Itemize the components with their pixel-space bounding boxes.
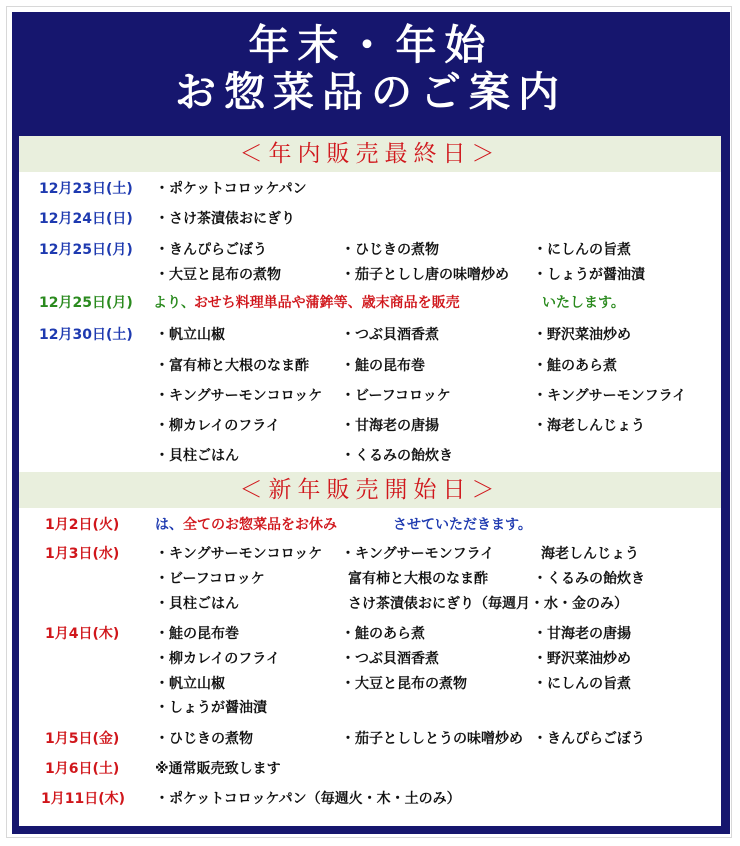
row-date: 1月5日(金) [45,731,120,747]
row-item: ・しょうが醤油漬 [155,700,267,716]
row-item: ・鮭のあら煮 [341,626,425,642]
row-item: ・帆立山椒 [155,676,225,692]
new-year-heading: ＜新年販売開始日＞ [19,472,721,508]
row-item: ・キングサーモンフライ [341,546,495,562]
row-item: ・野沢菜油炒め [533,651,631,667]
row-item: ・つぶ貝酒香煮 [341,327,439,343]
title-line-1: 年末・年始 [248,21,494,69]
title-line-2: お惣菜品のご案内 [175,68,567,116]
row-date: 12月23日(土) [39,181,133,197]
row-date: 1月3日(水) [45,546,120,562]
row-item: ・茄子とししとうの味噌炒め [341,731,523,747]
notice-text-3: させていただきます。 [393,517,532,533]
row-date: 1月6日(土) [45,761,120,777]
notice-text-1: より、 [153,295,195,311]
row-item: ・帆立山椒 [155,327,225,343]
row-item: ・貝柱ごはん [155,448,239,464]
row-item: ・海老しんじょう [533,418,645,434]
row-item: ・にしんの旨煮 [533,676,631,692]
row-item: ・貝柱ごはん [155,596,239,612]
row-item: ・富有柿と大根のなま酢 [155,358,309,374]
page-title [12,22,730,116]
row-item: ・大豆と昆布の煮物 [341,676,467,692]
schedule-panel [19,136,721,826]
row-item: ・鮭のあら煮 [533,358,617,374]
row-item: ・甘海老の唐揚 [341,418,439,434]
row-item: ・柳カレイのフライ [155,418,280,434]
notice-date: 12月25日(月) [39,295,133,311]
row-item: ・ビーフコロッケ [341,388,451,404]
row-item: ・くるみの飴炊き [533,571,645,587]
row-date: 12月25日(月) [39,242,133,258]
row-item: ・キングサーモンコロッケ [155,388,323,404]
notice-date: 1月2日(火) [45,517,120,533]
row-item: ・ポケットコロッケパン（毎週火・木・土のみ） [155,791,461,807]
row-item: ・大豆と昆布の煮物 [155,267,281,283]
year-end-heading: ＜年内販売最終日＞ [19,136,721,172]
row-item: ・ビーフコロッケ [155,571,265,587]
row-item: ・ポケットコロッケパン [155,181,307,197]
row-item: ・しょうが醤油漬 [533,267,645,283]
row-item: ・きんぴらごぼう [533,731,645,747]
row-date: 1月11日(木) [41,791,126,807]
row-item: ・さけ茶漬俵おにぎり [155,211,295,227]
row-item: ・ひじきの煮物 [341,242,439,258]
row-item: ・キングサーモンコロッケ [155,546,323,562]
row-date: 1月4日(木) [45,626,120,642]
row-item: さけ茶漬俵おにぎり（毎週月・水・金のみ） [348,596,628,612]
row-item: ・にしんの旨煮 [533,242,631,258]
row-item: ・ひじきの煮物 [155,731,253,747]
row-item: 海老しんじょう [541,546,639,562]
notice-text-2: 全てのお惣菜品をお休み [183,517,337,533]
row-item: ・柳カレイのフライ [155,651,280,667]
row-item: ・鮭の昆布巻 [341,358,425,374]
notice-text-1: は、 [155,517,183,533]
row-date: 12月24日(日) [39,211,133,227]
row-item: ※通常販売致します [155,761,281,777]
row-item: ・きんぴらごぼう [155,242,267,258]
row-item: ・鮭の昆布巻 [155,626,239,642]
row-item: ・くるみの飴炊き [341,448,453,464]
notice-text-2: おせち料理単品や蒲鉾等、歳末商品を販売 [194,295,460,311]
row-item: ・つぶ貝酒香煮 [341,651,439,667]
row-item: ・キングサーモンフライ [533,388,687,404]
row-item: ・野沢菜油炒め [533,327,631,343]
row-item: ・甘海老の唐揚 [533,626,631,642]
row-item: 富有柿と大根のなま酢 [348,571,488,587]
notice-text-3: いたします。 [542,295,625,311]
row-date: 12月30日(土) [39,327,133,343]
row-item: ・茄子としし唐の味噌炒め [341,267,509,283]
